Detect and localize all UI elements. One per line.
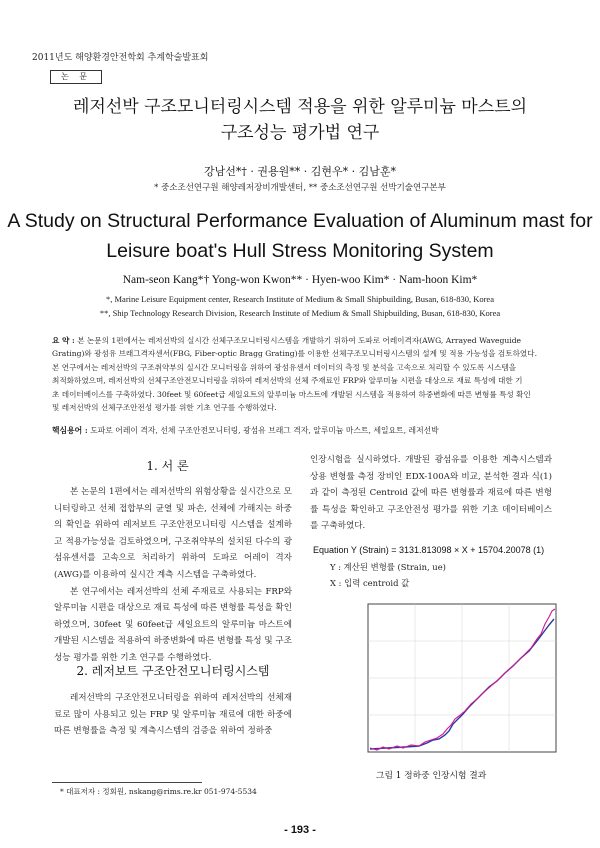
abstract-line: 초 데이터베이스를 구축하였다. 30feet 및 60feet급 세일요트의 알루미늄 마스트에 개발된 시스템을 적용하여 하중변화에 따른 변형률 특성 확인	[52, 389, 531, 399]
equation-x-description: X : 입력 centroid 값	[330, 578, 410, 588]
keywords-text: 도파로 어레이 격자, 선체 구조안전모니터링, 광섬유 브래그 격자, 알루미늄 마스트, 세일요트, 레저선박	[90, 426, 439, 435]
abstract-label: 요 약 :	[52, 336, 75, 345]
paragraph: 인장시험을 실시하였다. 개발된 광섬유를 이용한 계측시스템과 상용 변형률 측정 장비인 EDX-100A와 비교, 분석한 결과 식(1)과 같이 측정된 Centroid 값에 따른 변형률과 재료에 따른 변형률 특성을 확인하고 구조안전성 평가를 위한 기초 데이터베이스를 구축하였다.	[310, 455, 552, 532]
affiliation-en-line1: *, Marine Leisure Equipment center, Research Institute of Medium & Small Shipbuilding, Busan, 618-830, Korea	[106, 294, 494, 304]
abstract-line: 본 논문의 1편에서는 레저선박의 실시간 선체구조모니터링시스템을 개발하기 위하여 도파로 어레이격자(AWG, Arrayed Waveguide	[77, 336, 522, 345]
equation-1: Equation Y (Strain) = 3131.813098 × X + 15704.20078 (1)	[313, 545, 545, 555]
title-ko-line1: 레저선박 구조모니터링시스템 적용을 위한 알루미늄 마스트의	[73, 97, 527, 117]
figure-caption: 그림 1 정하중 인장시험 결과	[376, 771, 487, 781]
paper-type-tag: 논 문	[50, 70, 102, 84]
abstract-line: 본 연구에서는 레저선박의 구조취약부의 실시간 모니터링을 위하여 광섬유센서 데이터의 측정 및 분석을 고속으로 처리할 수 있도록 시스템을	[52, 362, 517, 372]
affiliation-en-line2: **, Ship Technology Research Division, Research Institute of Medium & Small Shipbuilding, Busan, 618-830, Korea	[99, 308, 501, 318]
authors-ko: 강남선*† · 권용원** · 김현우* · 김남훈*	[204, 165, 396, 178]
paragraph: 본 연구에서는 레저선박의 선체 주재료로 사용되는 FRP와 알루미늄 시편을 대상으로 재료 특성에 따른 변형률 특성을 확인하였으며, 30feet 및 60feet급 세일요트의 알루미늄 마스트에 개발된 시스템을 적용하여 하중변화에 따른 변형률 특성 및 구조성능 평가를 위한 기초 연구를 수행하였다.	[54, 586, 292, 663]
section1-heading: 1. 서 론	[146, 459, 189, 473]
title-en-line2: Leisure boat's Hull Stress Monitoring System	[106, 240, 494, 262]
paragraph: 본 논문의 1편에서는 레저선박의 위험상황을 실시간으로 모니터링하고 선체 접합부의 균열 및 파손, 선체에 가해지는 하중의 확인을 위하여 레저보트 구조안전모니터링 시스템을 설계하고 적용가능성을 검토하였으며, 구조취약부의 설치된 다수의 광섬유센서를 고속으로 처리하기 위하여 도파로 어레이 격자(AWG)를 이용하여 실시간 계측 시스템을 구축하였다.	[54, 487, 292, 580]
abstract	[52, 334, 550, 414]
abstract-line: 최적화하였으며, 레저선박의 선체구조안전모니터링을 위하여 레저선박의 선체 주재료인 FRP와 알루미늄 시편을 대상으로 재료 특성에 대한 기	[52, 376, 523, 386]
keywords	[52, 425, 550, 436]
title-ko-line2: 구조성능 평가법 연구	[220, 123, 380, 143]
section1-body	[54, 484, 292, 667]
authors-en: Nam-seon Kang*† Yong-won Kwon** · Hyen-woo Kim* · Nam-hoon Kim*	[122, 274, 478, 286]
title-en-line1: A Study on Structural Performance Evaluation of Aluminum mast for	[7, 210, 593, 232]
right-column-body	[310, 452, 552, 535]
page-number: - 193 -	[284, 824, 316, 836]
footnote: * 대표저자 : 정회원, nskang@rims.re.kr 051-974-5534	[60, 787, 257, 796]
affiliation-ko: * 중소조선연구원 해양레저장비개발센터, ** 중소조선연구원 선박기술연구본부	[154, 183, 446, 193]
keywords-label: 핵심용어 :	[52, 426, 88, 435]
section2-heading: 2. 레저보트 구조안전모니터링시스템	[76, 664, 270, 678]
abstract-line: 및 레저선박의 선체구조안전성 평가를 위한 기초 연구를 수행하였다.	[52, 403, 277, 413]
conference-header: 2011년도 해양환경안전학회 추계학술발표회	[32, 53, 209, 63]
equation-y-description: Y : 계산된 변형률 (Strain, ue)	[330, 562, 446, 572]
section2-body	[54, 690, 292, 740]
tensile-test-figure	[367, 603, 557, 753]
abstract-line: Grating)와 광섬유 브래그격자센서(FBG, Fiber-optic Bragg Grating)를 이용한 선체구조모니터링시스템의 설계 및 적용 가능성을 검토하였다.	[52, 349, 538, 359]
footnote-rule	[52, 782, 202, 783]
paragraph: 레저선박의 구조안전모니터링을 위하여 레저선박의 선체재료로 많이 사용되고 있는 FRP 및 알루미늄 재료에 대한 하중에 따른 변형률을 측정 및 계측시스템의 검증을 위하여 정하중	[54, 693, 292, 737]
